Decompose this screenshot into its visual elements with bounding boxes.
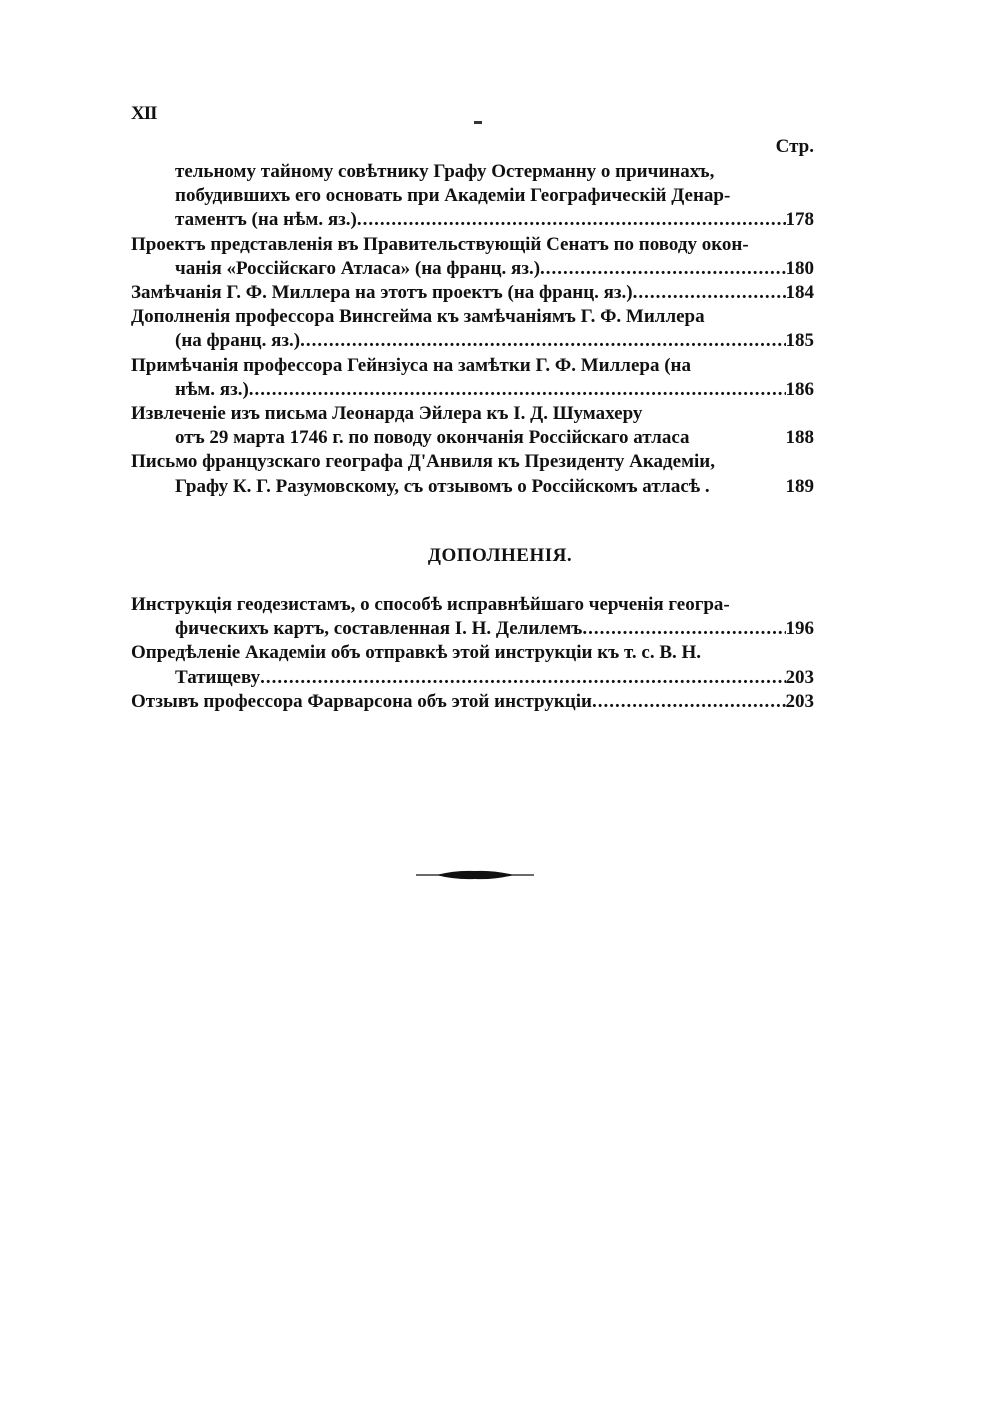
page-number: XII	[131, 103, 157, 124]
toc-entry-line: (на франц. яз.) ..... 185	[131, 329, 814, 353]
section-heading: ДОПОЛНЕНІЯ.	[427, 545, 573, 566]
toc-entry-line: Замѣчанія Г. Ф. Миллера на этотъ проектъ (на франц. яз.) ..... 184	[131, 281, 814, 305]
toc-entry-line: фическихъ картъ, составленная І. Н. Делилемъ ..... 196	[131, 617, 814, 641]
ornament-rule-icon	[416, 868, 534, 882]
toc-entry-line: Извлеченіе изъ письма Леонарда Эйлера къ І. Д. Шумахеру	[131, 403, 643, 425]
toc-entry-line: Дополненія профессора Винсгейма къ замѣчаніямъ Г. Ф. Миллера	[131, 306, 705, 328]
toc-entry	[131, 233, 814, 281]
leader-dots	[300, 329, 785, 353]
toc-entry-line: отъ 29 марта 1746 г. по поводу окончанія Россійскаго атласа 188	[131, 426, 814, 450]
toc-entry-line: Письмо французскаго географа Д'Анвиля къ Президенту Академіи,	[131, 451, 716, 473]
toc-page-number: 188	[785, 427, 814, 449]
toc-entry	[131, 281, 814, 305]
toc-entry-line: Примѣчанія профессора Гейнзіуса на замѣтки Г. Ф. Миллера (на	[131, 354, 691, 376]
toc-page-number: 203	[785, 690, 814, 712]
leader-dots	[540, 257, 785, 281]
toc-entry-line: чанія «Россійскаго Атласа» (на франц. яз.) ..... 180	[131, 257, 814, 281]
toc-page-number: 184	[785, 282, 814, 304]
toc-entry	[131, 160, 814, 233]
leader-dots	[633, 281, 786, 305]
toc-entry-line: тельному тайному совѣтнику Графу Остерманну о причинахъ,	[175, 161, 715, 182]
toc-entry	[131, 690, 814, 714]
toc-page-number: 196	[785, 618, 814, 640]
table-of-contents-main	[131, 160, 814, 499]
toc-entry-line: Татищеву ..... 203	[131, 666, 814, 690]
toc-entry	[131, 305, 814, 353]
toc-page-number: 186	[785, 378, 814, 400]
toc-entry-line: нѣм. яз.) ..... 186	[131, 378, 814, 402]
header-dash	[474, 121, 482, 124]
leader-dots	[357, 208, 786, 232]
leader-dots	[249, 378, 786, 402]
toc-entry-line: Отзывъ профессора Фарварсона объ этой инструкціи ..... 203	[131, 690, 814, 714]
toc-entry-line: Проектъ представленія въ Правительствующій Сенатъ по поводу окон-	[131, 233, 749, 255]
toc-page-number: 189	[785, 475, 814, 497]
leader-dots	[582, 617, 785, 641]
toc-entry-line: побудившихъ его основать при Академіи Географическій Денар-	[175, 185, 731, 207]
toc-entry-line: таментъ (на нѣм. яз.) ..... 178	[131, 208, 814, 232]
toc-entry	[131, 450, 814, 498]
table-of-contents-supplement	[131, 593, 814, 714]
toc-entry	[131, 402, 814, 450]
toc-entry-line: Графу К. Г. Разумовскому, съ отзывомъ о Россійскомъ атласѣ . 189	[131, 475, 814, 499]
toc-entry	[131, 641, 814, 689]
page-column-label: Стр.	[775, 136, 814, 157]
toc-entry	[131, 354, 814, 402]
toc-entry-line: Инструкція геодезистамъ, о способѣ исправнѣйшаго черченія геогра-	[131, 594, 730, 615]
toc-page-number: 180	[785, 257, 814, 279]
toc-entry-line: Опредѣленіе Академіи объ отправкѣ этой инструкціи къ т. с. В. Н.	[131, 642, 702, 664]
toc-entry	[131, 593, 814, 641]
leader-dots	[592, 690, 786, 714]
toc-page-number: 203	[785, 666, 814, 688]
toc-page-number: 178	[785, 209, 814, 231]
toc-page-number: 185	[785, 330, 814, 352]
leader-dots	[260, 666, 785, 690]
